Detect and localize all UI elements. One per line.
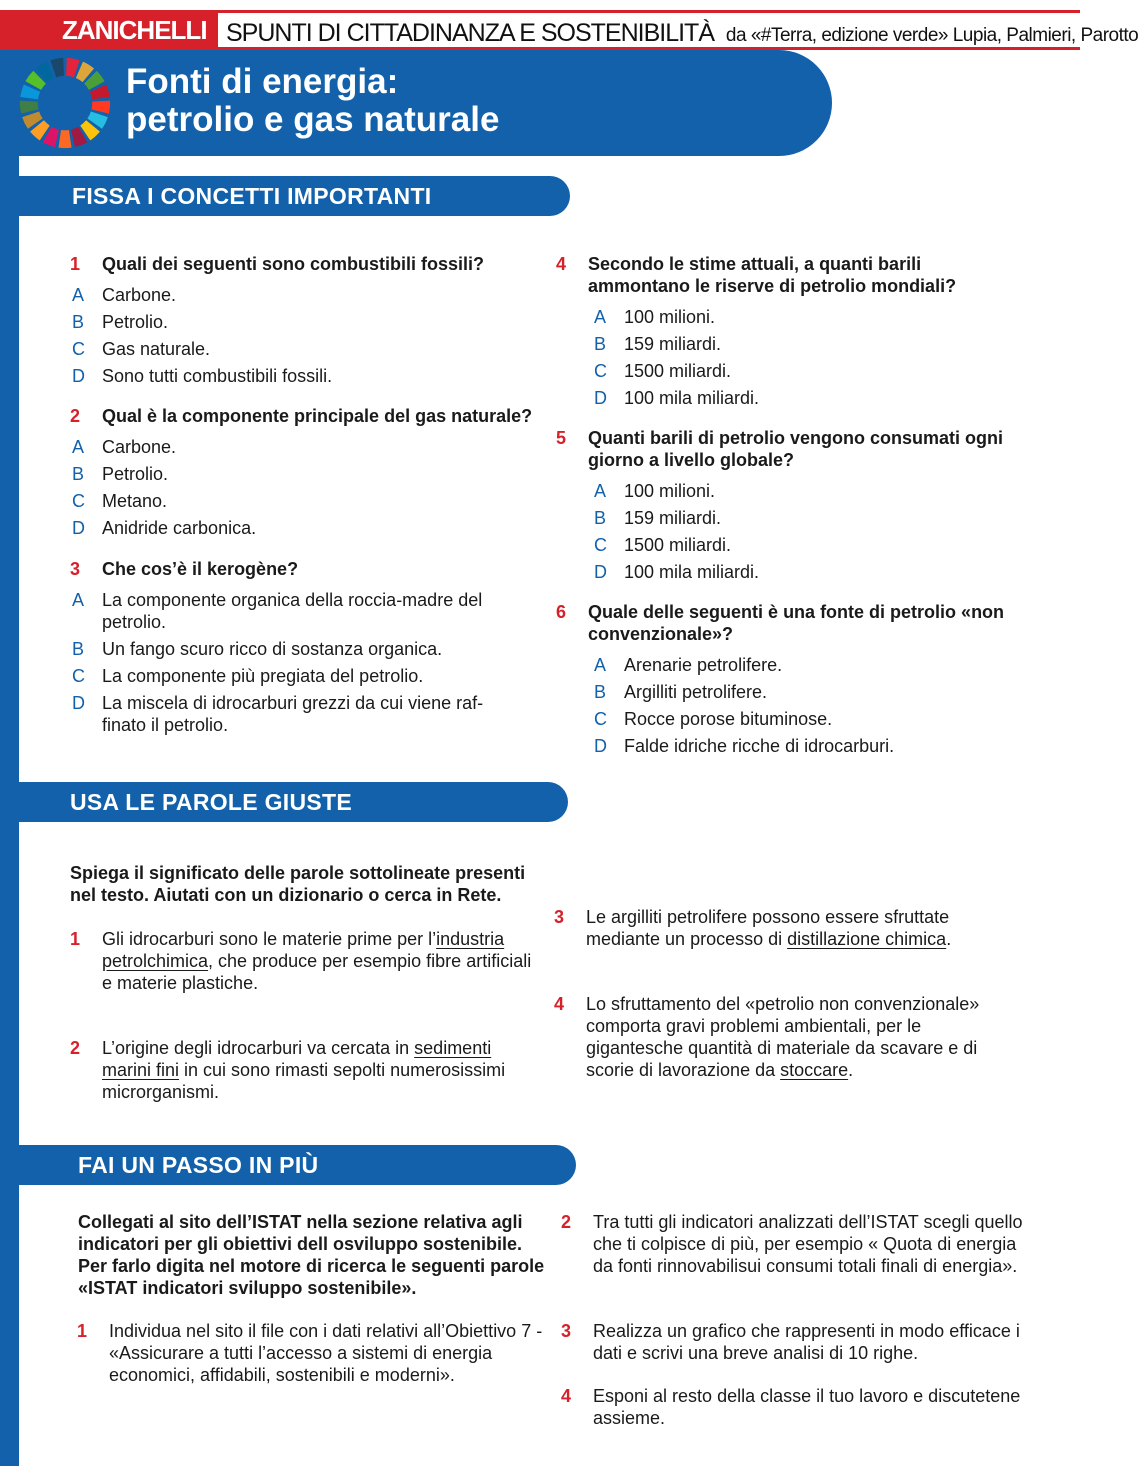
series-title: [226, 19, 1138, 50]
section-heading-words: USA LE PAROLE GIUSTE: [0, 782, 568, 822]
sdg-wheel-icon: [18, 56, 112, 150]
answer-option[interactable]: D 100 mila miliardi.: [594, 388, 760, 408]
answer-option[interactable]: B Un fango scuro ricco di sostanza organica.: [72, 639, 443, 659]
question-text: Qual è la componente principale del gas naturale?: [102, 406, 533, 426]
answer-option[interactable]: A 100 milioni.: [594, 307, 716, 327]
answer-option[interactable]: B 159 miliardi.: [594, 334, 722, 354]
quiz-question-4: [556, 253, 1008, 409]
answer-option[interactable]: B 159 miliardi.: [594, 508, 722, 528]
answer-option[interactable]: B Petrolio.: [72, 312, 169, 332]
answer-option[interactable]: A Arenarie petrolifere.: [594, 655, 783, 675]
answer-option[interactable]: D La miscela di idrocarburi grezzi da cui viene raf-finato il petrolio.: [72, 693, 484, 735]
word-item-1: 1 Gli idrocarburi sono le materie prime per l’industria petrolchimica, che produce per esempio fibre artificiali e materie plastiche.: [70, 929, 532, 993]
book-source: da «#Terra, edizione verde» Lupia, Palmieri, Parotto: [725, 25, 1138, 46]
answer-option[interactable]: B Argilliti petrolifere.: [594, 682, 768, 702]
section-heading-concepts: FISSA I CONCETTI IMPORTANTI: [0, 176, 570, 216]
answer-option[interactable]: C La componente più pregiata del petrolio.: [72, 666, 424, 686]
underlined-term: distillazione chimica: [787, 929, 947, 949]
underlined-term: stoccare: [780, 1060, 849, 1080]
quiz-question-2: [70, 405, 542, 539]
wheel-segment: [91, 101, 110, 114]
wheel-segment: [58, 130, 71, 148]
answer-option[interactable]: C Metano.: [72, 491, 168, 511]
answer-option[interactable]: C 1500 miliardi.: [594, 535, 732, 555]
answer-option[interactable]: C Rocce porose bituminose.: [594, 709, 833, 729]
answer-option[interactable]: A La componente organica della roccia-madre del petrolio.: [72, 590, 483, 632]
answer-option[interactable]: C Gas naturale.: [72, 339, 211, 359]
series-name: SPUNTI DI CITTADINANZA E SOSTENIBILITÀ: [226, 19, 715, 47]
left-margin-bar: [0, 50, 19, 1466]
answer-option[interactable]: A Carbone.: [72, 437, 177, 457]
page-title-line-1: Fonti di energia:: [126, 62, 399, 101]
publisher-logo: ZANICHELLI: [0, 10, 218, 50]
page-title-line-2: petrolio e gas naturale: [126, 100, 500, 139]
underlined-term: industria petrolchimica: [102, 929, 505, 971]
quiz-question-6: [556, 601, 1008, 757]
word-item-2: 2 L’origine degli idrocarburi va cercata in sedimenti marini fini in cui sono rimasti sepolti numerosissimi microrganismi.: [70, 1038, 506, 1102]
word-item-4: 4 Lo sfruttamento del «petrolio non convenzionale» comporta gravi problemi ambientali, per le gigantesche quantità di materiale da scavare e di scorie di lavorazione da stoccare.: [554, 994, 980, 1080]
header-bar: [0, 10, 1138, 50]
answer-option[interactable]: B Petrolio.: [72, 464, 169, 484]
wheel-segment: [20, 101, 39, 114]
answer-option[interactable]: D Anidride carbonica.: [72, 518, 257, 538]
answer-option[interactable]: A 100 milioni.: [594, 481, 716, 501]
task-item-3: 3 Realizza un grafico che rappresenti in modo efficace i dati e scrivi una breve analisi di 10 righe.: [561, 1321, 1020, 1363]
question-number: 3: [70, 559, 81, 579]
question-number: 2: [70, 406, 81, 426]
question-text: Quale delle seguenti è una fonte di petrolio «non convenzionale»?: [588, 602, 1005, 644]
question-number: 6: [556, 602, 567, 622]
answer-option[interactable]: C 1500 miliardi.: [594, 361, 732, 381]
word-item-3: 3 Le argilliti petrolifere possono essere sfruttate mediante un processo di distillazione chimica.: [554, 907, 952, 949]
question-text: Quanti barili di petrolio vengono consumati ogni giorno a livello globale?: [588, 428, 1004, 470]
answer-option[interactable]: D Falde idriche ricche di idrocarburi.: [594, 736, 895, 756]
task-item-2: 2 Tra tutti gli indicatori analizzati dell’ISTAT scegli quello che ti colpisce di più, per esempio « Quota di energia da fonti rinnovabilisui consumi totali finali di energia».: [561, 1212, 1023, 1276]
question-text: Secondo le stime attuali, a quanti barili ammontano le riserve di petrolio mondiali?: [588, 254, 957, 296]
quiz-question-3: [70, 558, 542, 736]
quiz-question-5: [556, 427, 1008, 583]
question-text: Quali dei seguenti sono combustibili fossili?: [102, 254, 485, 274]
question-number: 4: [556, 254, 567, 274]
answer-option[interactable]: D 100 mila miliardi.: [594, 562, 760, 582]
task-item-4: 4 Esponi al resto della classe il tuo lavoro e discutetene assieme.: [561, 1386, 1021, 1428]
answer-option[interactable]: D Sono tutti combustibili fossili.: [72, 366, 333, 386]
further-instructions: Collegati al sito dell’ISTAT nella sezione relativa agli indicatori per gli obiettivi dell osviluppo sostenibile. Per farlo digita nel motore di ricerca le seguenti parole «ISTAT indicatori sviluppo sostenibile».: [78, 1212, 545, 1298]
question-number: 5: [556, 428, 567, 448]
underlined-term: sedimenti marini fini: [102, 1038, 492, 1080]
quiz-question-1: [70, 253, 542, 387]
section-heading-further: FAI UN PASSO IN PIÙ: [0, 1145, 576, 1185]
task-item-1: 1 Individua nel sito il file con i dati relativi all’Obiettivo 7 - «Assicurare a tutti l’accesso a sistemi di energia economici, affidabili, sostenibili e moderni».: [77, 1321, 543, 1385]
question-text: Che cos’è il kerogène?: [102, 559, 299, 579]
question-number: 1: [70, 254, 81, 274]
words-instructions: Spiega il significato delle parole sottolineate presenti nel testo. Aiutati con un dizionario o cerca in Rete.: [70, 863, 526, 905]
answer-option[interactable]: A Carbone.: [72, 285, 177, 305]
page-title: [126, 63, 499, 139]
